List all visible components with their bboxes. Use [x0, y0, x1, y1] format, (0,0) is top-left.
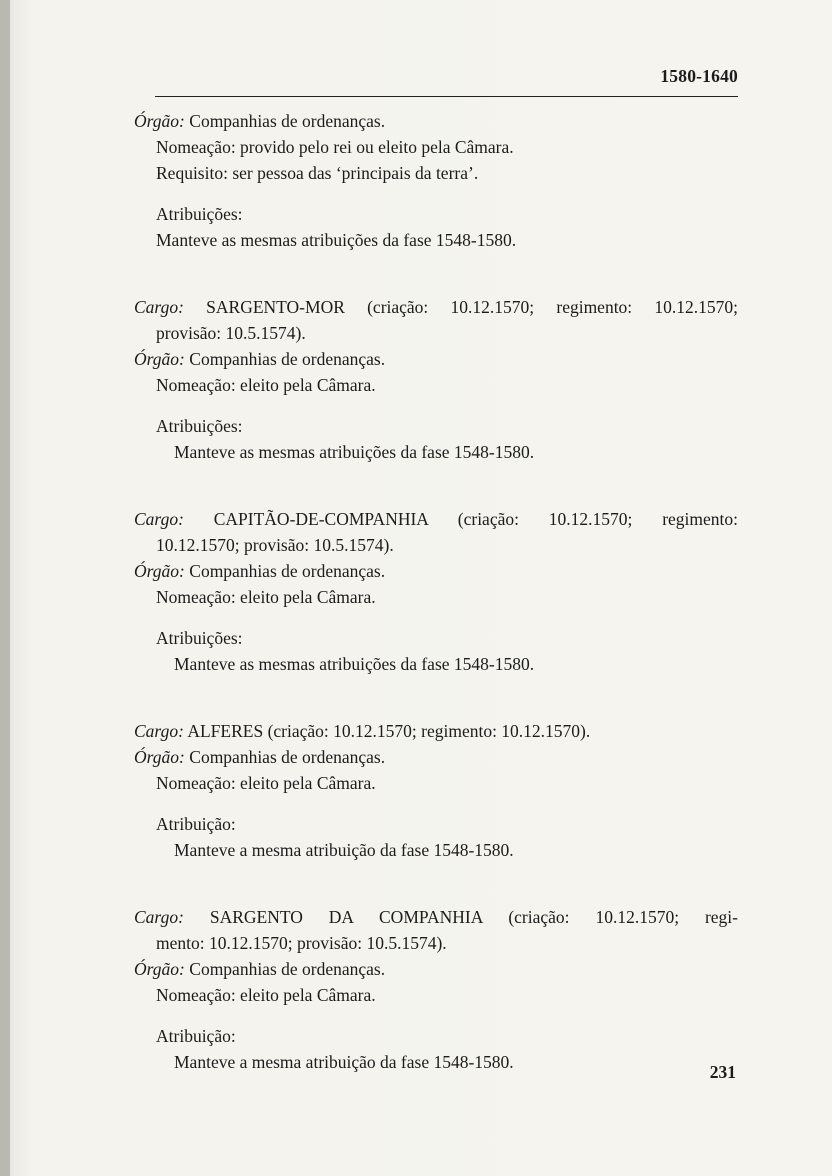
- nomeacao-line: Nomeação: provido pelo rei ou eleito pela Câmara.: [156, 137, 514, 157]
- orgao-value: Companhias de ordenanças.: [189, 959, 386, 979]
- cargo-title: ALFERES (criação: 10.12.1570; regimento: 10.12.1570).: [187, 721, 591, 741]
- atribuicoes-text: Manteve a mesma atribuição da fase 1548-1580.: [174, 1052, 514, 1072]
- orgao-label: Órgão:: [134, 561, 185, 581]
- orgao-value: Companhias de ordenanças.: [189, 111, 386, 131]
- page-body: [134, 108, 738, 1116]
- cargo-line-continuation: provisão: 10.5.1574).: [156, 323, 306, 343]
- intro-entry: [134, 108, 738, 253]
- spacer: [134, 610, 738, 625]
- spacer: [134, 398, 738, 413]
- orgao-line: [134, 956, 738, 982]
- orgao-value: Companhias de ordenanças.: [189, 349, 386, 369]
- spacer: [134, 1008, 738, 1023]
- cargo-line: [134, 718, 738, 744]
- orgao-line: [134, 558, 738, 584]
- atribuicoes-label: Atribuições:: [156, 204, 243, 224]
- atribuicoes-text: Manteve a mesma atribuição da fase 1548-1580.: [174, 840, 514, 860]
- requisito-line: Requisito: ser pessoa das ‘principais da terra’.: [156, 163, 479, 183]
- cargo-line-continuation: 10.12.1570; provisão: 10.5.1574).: [156, 535, 394, 555]
- cargo-entry: [134, 294, 738, 465]
- nomeacao-line: Nomeação: eleito pela Câmara.: [156, 375, 376, 395]
- cargo-title: CAPITÃO-DE-COMPANHIA (criação: 10.12.1570; regimento:: [213, 509, 738, 529]
- nomeacao-line: Nomeação: eleito pela Câmara.: [156, 773, 376, 793]
- cargo-line-continuation: mento: 10.12.1570; provisão: 10.5.1574).: [156, 933, 447, 953]
- page-number: 231: [709, 1062, 736, 1082]
- orgao-line: [134, 346, 738, 372]
- orgao-line: [134, 108, 738, 134]
- orgao-label: Órgão:: [134, 747, 185, 767]
- atribuicoes-text: Manteve as mesmas atribuições da fase 1548-1580.: [156, 230, 517, 250]
- orgao-line: [134, 744, 738, 770]
- page-header: [155, 64, 738, 97]
- atribuicoes-label: Atribuição:: [156, 1026, 236, 1046]
- cargo-line: [134, 294, 738, 320]
- atribuicoes-text: Manteve as mesmas atribuições da fase 1548-1580.: [174, 654, 535, 674]
- cargo-title: SARGENTO DA COMPANHIA (criação: 10.12.1570; regi-: [209, 907, 739, 927]
- cargo-entry: [134, 506, 738, 677]
- nomeacao-line: Nomeação: eleito pela Câmara.: [156, 985, 376, 1005]
- running-head: 1580-1640: [660, 66, 738, 86]
- orgao-label: Órgão:: [134, 959, 185, 979]
- cargo-entry: [134, 718, 738, 863]
- cargo-label: Cargo:: [134, 907, 184, 927]
- spacer: [134, 186, 738, 201]
- binding-shadow: [0, 0, 10, 1176]
- spacer: [134, 796, 738, 811]
- cargo-line: [134, 904, 738, 930]
- atribuicoes-label: Atribuição:: [156, 814, 236, 834]
- cargo-line: [134, 506, 738, 532]
- orgao-value: Companhias de ordenanças.: [189, 561, 386, 581]
- orgao-value: Companhias de ordenanças.: [189, 747, 386, 767]
- nomeacao-line: Nomeação: eleito pela Câmara.: [156, 587, 376, 607]
- cargo-label: Cargo:: [134, 721, 184, 741]
- atribuicoes-label: Atribuições:: [156, 416, 243, 436]
- cargo-entry: [134, 904, 738, 1075]
- atribuicoes-label: Atribuições:: [156, 628, 243, 648]
- orgao-label: Órgão:: [134, 111, 185, 131]
- atribuicoes-text: Manteve as mesmas atribuições da fase 1548-1580.: [174, 442, 535, 462]
- cargo-label: Cargo:: [134, 509, 184, 529]
- cargo-title: SARGENTO-MOR (criação: 10.12.1570; regimento: 10.12.1570;: [206, 297, 739, 317]
- cargo-label: Cargo:: [134, 297, 184, 317]
- orgao-label: Órgão:: [134, 349, 185, 369]
